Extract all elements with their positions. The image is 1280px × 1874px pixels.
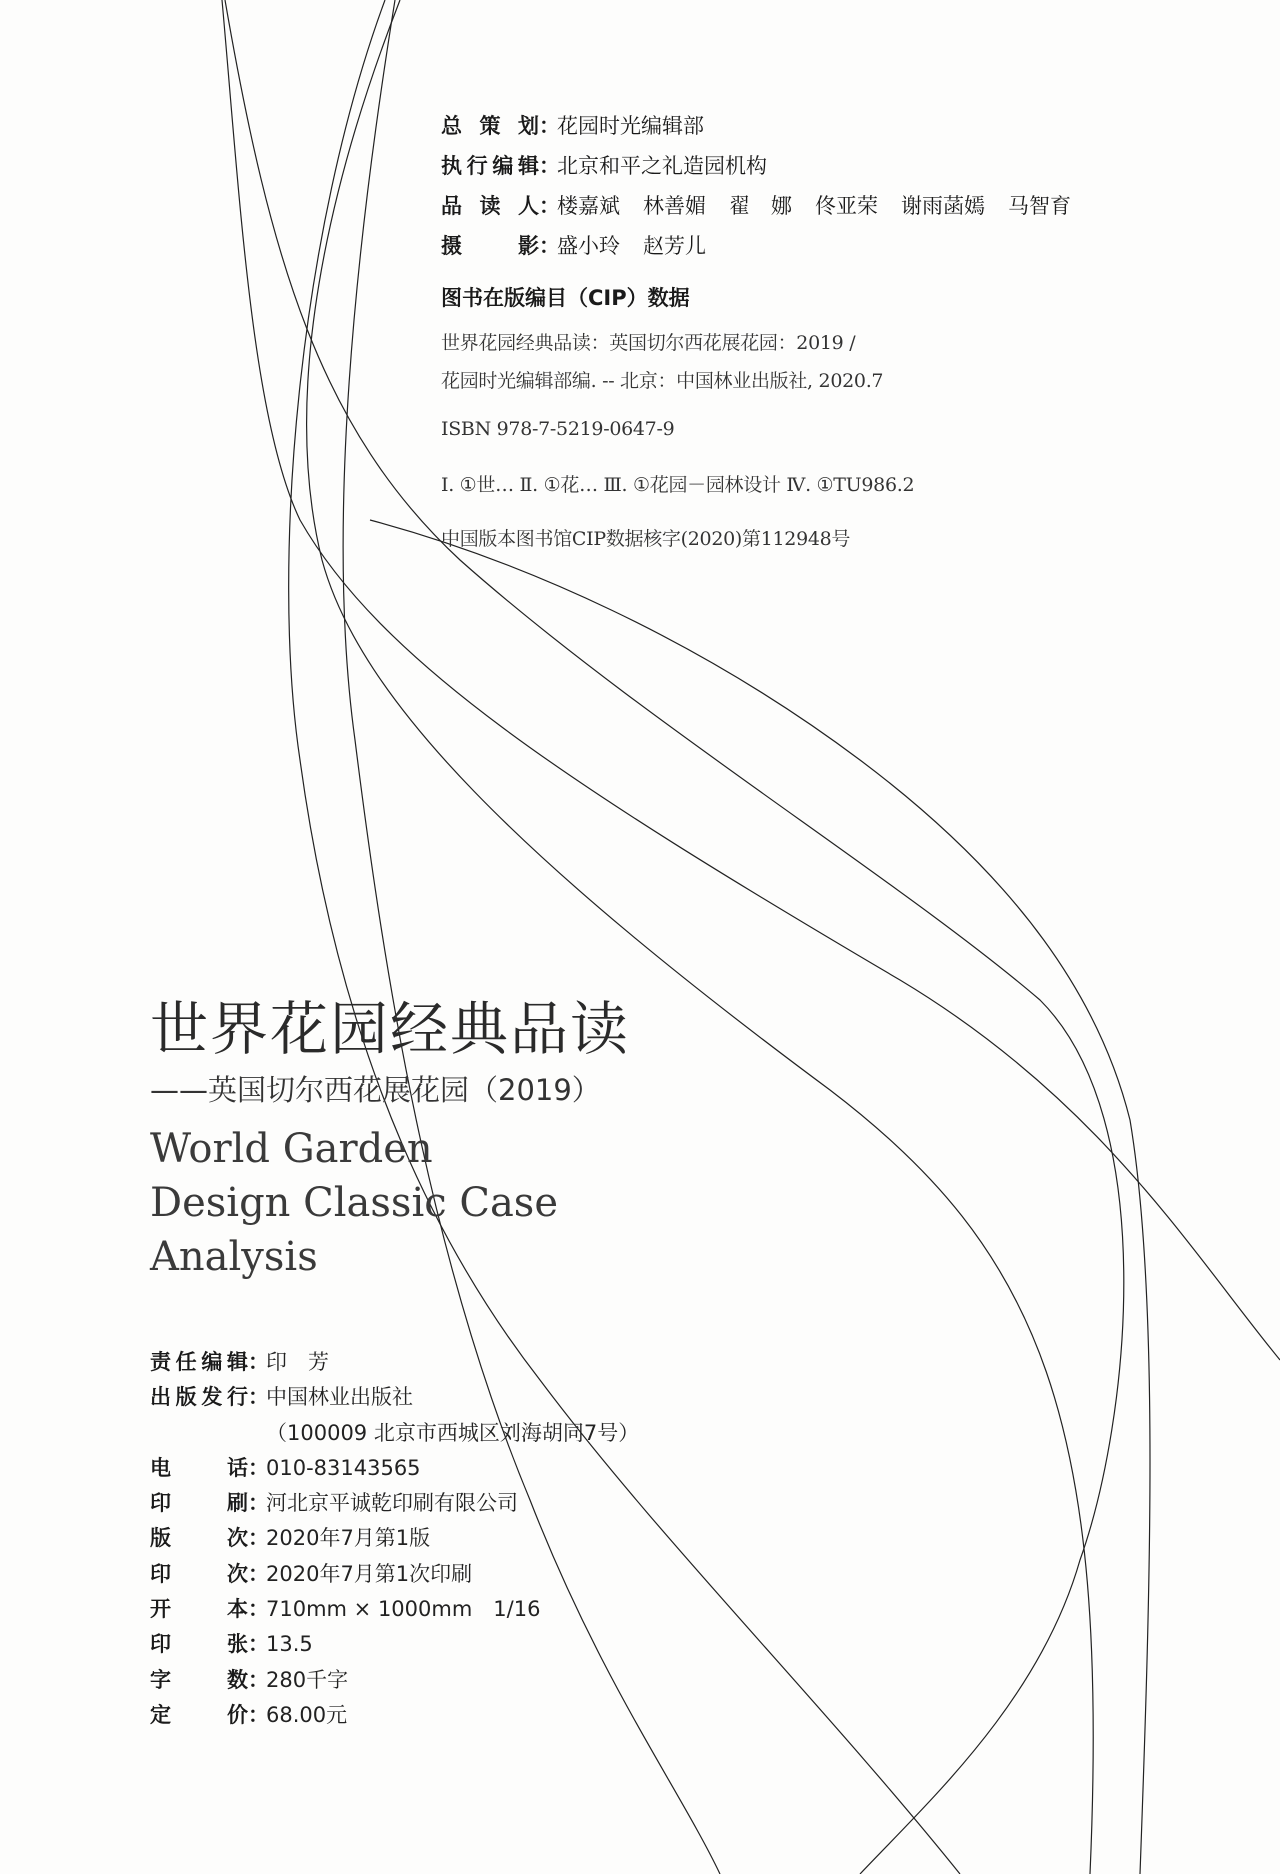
publication-row xyxy=(150,1381,639,1416)
credit-row xyxy=(441,110,1071,150)
person-name: 林善媚 xyxy=(643,194,706,218)
publication-label-char: 编 xyxy=(201,1350,223,1374)
colon: ： xyxy=(539,234,560,258)
book-title-en-line: World Garden xyxy=(150,1126,433,1172)
publication-label-char: 次 xyxy=(227,1526,248,1551)
colon: ： xyxy=(248,1455,269,1480)
publication-label xyxy=(150,1558,248,1588)
book-title-zh: 世界花园经典品读 xyxy=(150,995,631,1063)
publication-row xyxy=(150,1699,639,1734)
credit-label-char: 品 xyxy=(441,194,462,218)
publication-label-char: 辑 xyxy=(226,1350,248,1374)
isbn: ISBN 978-7-5219-0647-9 xyxy=(441,418,675,440)
credit-names xyxy=(557,230,706,260)
publication-label-char: 字 xyxy=(150,1667,171,1692)
credit-label xyxy=(441,150,539,180)
publication-value: 河北京平诚乾印刷有限公司 xyxy=(266,1491,518,1516)
publication-label xyxy=(150,1699,248,1729)
cip-block xyxy=(441,282,1061,551)
publication-label-char: 电 xyxy=(150,1455,171,1480)
publication-label xyxy=(150,1628,248,1658)
publication-row xyxy=(150,1487,639,1522)
cip-title: 图书在版编目（CIP）数据 xyxy=(441,286,690,310)
publication-label xyxy=(150,1346,248,1376)
credit-value: 花园时光编辑部 xyxy=(557,114,704,138)
person-name: 盛小玲 xyxy=(557,234,620,258)
publication-value: （100009 北京市西城区刘海胡同7号） xyxy=(266,1420,640,1445)
publication-label-char: 话 xyxy=(227,1455,248,1480)
colon: ： xyxy=(539,154,560,178)
publication-label-char: 任 xyxy=(175,1350,197,1374)
credit-label-char: 划 xyxy=(518,114,539,138)
credit-label-char: 策 xyxy=(479,114,501,138)
cip-approval-number: 中国版本图书馆CIP数据核字(2020)第112948号 xyxy=(441,528,851,550)
publication-label-char: 版 xyxy=(175,1385,197,1410)
publication-label xyxy=(150,1487,248,1517)
book-title-block xyxy=(150,994,630,1284)
credit-label-char: 人 xyxy=(518,194,539,218)
colon: ： xyxy=(248,1385,269,1410)
cip-line-1: 世界花园经典品读：英国切尔西花展花园：2019 / xyxy=(441,332,856,354)
publication-info xyxy=(150,1346,639,1734)
credit-row xyxy=(441,190,1071,230)
publication-row xyxy=(150,1628,639,1663)
publication-label-char: 版 xyxy=(150,1526,171,1551)
publication-label xyxy=(150,1664,248,1694)
credit-label-char: 行 xyxy=(466,154,488,178)
credit-label xyxy=(441,190,539,220)
credit-names xyxy=(557,190,1071,220)
publication-label-char: 开 xyxy=(150,1597,171,1622)
publication-value: 2020年7月第1版 xyxy=(266,1526,431,1551)
credit-row xyxy=(441,230,1071,270)
colon: ： xyxy=(539,194,560,218)
publication-label-char: 定 xyxy=(150,1702,171,1727)
publication-value: 710mm × 1000mm 1/16 xyxy=(266,1597,541,1622)
publication-value: 68.00元 xyxy=(266,1702,348,1727)
credit-label xyxy=(441,230,539,260)
colon: ： xyxy=(248,1350,269,1374)
publication-value: 280千字 xyxy=(266,1667,349,1692)
book-title-en-line: Analysis xyxy=(150,1234,318,1280)
credits-block xyxy=(441,110,1071,270)
person-name: 赵芳儿 xyxy=(643,234,706,258)
publication-value: 2020年7月第1次印刷 xyxy=(266,1561,473,1586)
publication-row xyxy=(150,1346,639,1381)
colon: ： xyxy=(248,1597,269,1622)
colon: ： xyxy=(248,1526,269,1551)
book-title-en xyxy=(150,1122,630,1284)
credit-label-char: 读 xyxy=(479,194,501,218)
person-name: 马智育 xyxy=(1008,194,1071,218)
publication-label-char: 印 xyxy=(150,1632,171,1657)
publication-row xyxy=(150,1558,639,1593)
publication-label-char: 次 xyxy=(227,1561,248,1586)
cip-line-2: 花园时光编辑部编. -- 北京：中国林业出版社, 2020.7 xyxy=(441,370,884,392)
publication-label-char: 印 xyxy=(150,1491,171,1516)
publication-label-char: 刷 xyxy=(227,1491,248,1516)
credit-label-char: 执 xyxy=(441,154,462,178)
publication-label-char: 本 xyxy=(227,1597,248,1622)
colon: ： xyxy=(248,1491,269,1516)
colon: ： xyxy=(248,1632,269,1657)
credit-label xyxy=(441,110,539,140)
publication-label-char: 行 xyxy=(226,1385,248,1410)
credit-label-char: 总 xyxy=(441,114,462,138)
publication-label-char: 张 xyxy=(227,1632,248,1657)
publication-label xyxy=(150,1381,248,1411)
cip-classification: Ⅰ. ①世… Ⅱ. ①花… Ⅲ. ①花园－园林设计 Ⅳ. ①TU986.2 xyxy=(441,474,915,496)
credit-value: 北京和平之礼造园机构 xyxy=(557,154,767,178)
book-title-en-line: Design Classic Case xyxy=(150,1180,559,1226)
publication-label xyxy=(150,1522,248,1552)
publication-label-char: 发 xyxy=(201,1385,223,1410)
colon: ： xyxy=(248,1702,269,1727)
person-name: 翟 娜 xyxy=(729,194,792,218)
publication-row xyxy=(150,1452,639,1487)
publication-row xyxy=(150,1417,639,1452)
publication-row xyxy=(150,1522,639,1557)
publication-label-char: 数 xyxy=(227,1667,248,1692)
colon: ： xyxy=(248,1561,269,1586)
person-name: 楼嘉斌 xyxy=(557,194,620,218)
publication-label xyxy=(150,1452,248,1482)
credit-label-char: 摄 xyxy=(441,234,462,258)
publication-label xyxy=(150,1593,248,1623)
colon: ： xyxy=(248,1667,269,1692)
credit-label-char: 编 xyxy=(492,154,514,178)
publication-label-char: 价 xyxy=(227,1702,248,1727)
colon: ： xyxy=(539,114,560,138)
publication-value: 13.5 xyxy=(266,1632,313,1657)
credit-row xyxy=(441,150,1071,190)
publication-value: 中国林业出版社 xyxy=(266,1385,413,1410)
publication-label-char: 印 xyxy=(150,1561,171,1586)
publication-row xyxy=(150,1664,639,1699)
publication-label-char: 出 xyxy=(150,1385,171,1410)
book-subtitle-zh: ——英国切尔西花展花园（2019） xyxy=(150,1073,601,1107)
credit-label-char: 影 xyxy=(518,234,539,258)
person-name: 佟亚荣 xyxy=(815,194,878,218)
credit-label-char: 辑 xyxy=(517,154,539,178)
publication-value: 印 芳 xyxy=(266,1350,329,1374)
publication-row xyxy=(150,1593,639,1628)
publication-label-char: 责 xyxy=(150,1350,171,1374)
person-name: 谢雨菡嫣 xyxy=(901,194,985,218)
publication-value: 010-83143565 xyxy=(266,1455,421,1480)
